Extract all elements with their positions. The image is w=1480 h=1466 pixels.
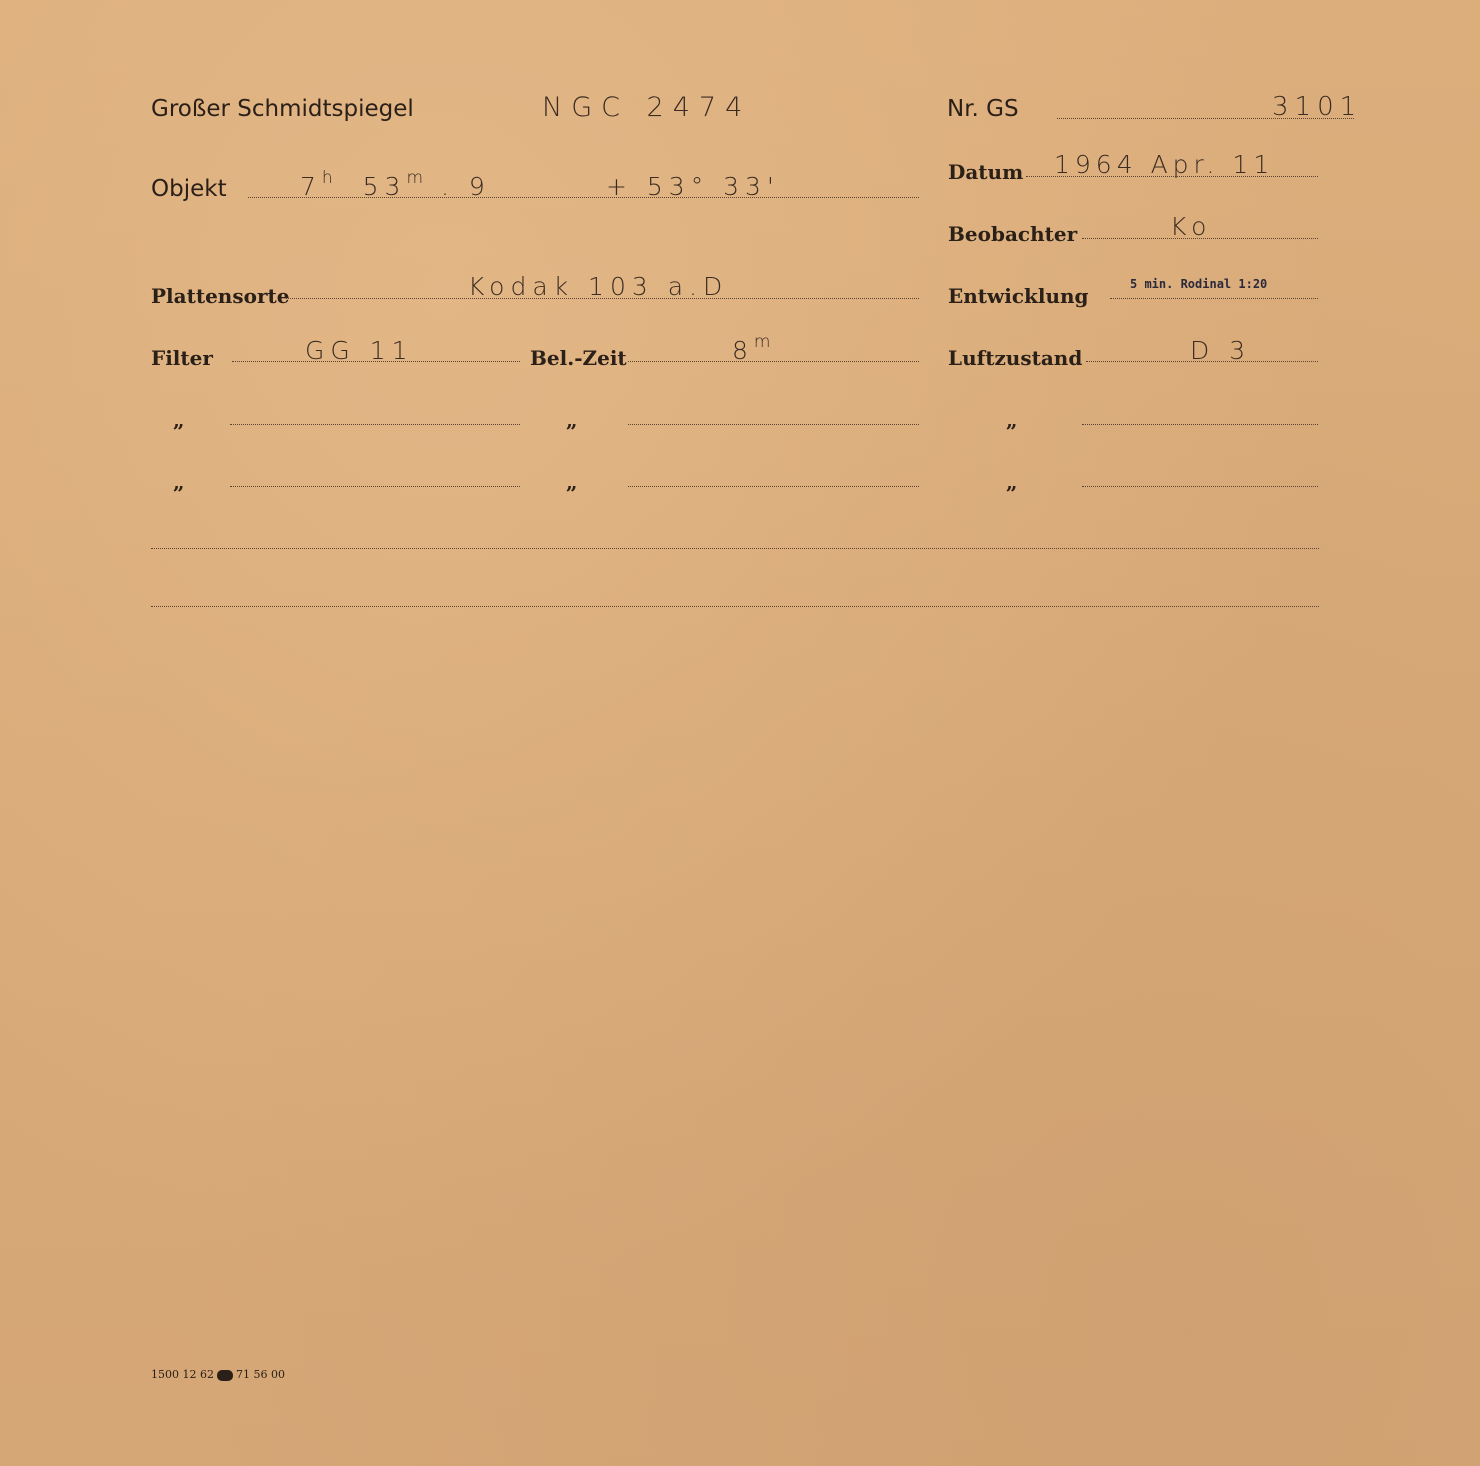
entwicklung-label: Entwicklung xyxy=(948,284,1089,308)
ditto-dotted-line xyxy=(628,486,919,487)
objekt-label: Objekt xyxy=(151,176,227,202)
belzeit-unit: m xyxy=(753,332,773,352)
printer-logo-icon xyxy=(217,1370,233,1381)
beobachter-value: Ko xyxy=(1170,212,1213,241)
filter-label: Filter xyxy=(151,346,213,370)
nr-gs-label: Nr. GS xyxy=(947,96,1019,122)
instrument-title: Großer Schmidtspiegel xyxy=(151,96,414,122)
ditto-mark: „ xyxy=(566,408,578,432)
plattensorte-label: Plattensorte xyxy=(151,284,290,308)
object-name-handwritten: NGC 2474 xyxy=(542,92,752,123)
ditto-dotted-line xyxy=(230,486,520,487)
ditto-mark: „ xyxy=(173,408,185,432)
belzeit-number: 8 xyxy=(732,336,754,365)
ditto-dotted-line xyxy=(230,424,520,425)
nr-gs-value: 3101 xyxy=(1272,92,1363,122)
ditto-dotted-line xyxy=(1082,424,1318,425)
blank-dotted-line xyxy=(151,548,1319,549)
plattensorte-value: Kodak 103 a.D xyxy=(468,272,729,301)
print-code xyxy=(151,1368,285,1381)
ra-minutes-unit: m xyxy=(406,168,426,188)
luftzustand-value: D 3 xyxy=(1190,336,1252,365)
ra-hours: 7 xyxy=(300,172,322,201)
beobachter-label: Beobachter xyxy=(948,222,1078,246)
objekt-ra-value xyxy=(300,168,491,201)
luftzustand-label: Luftzustand xyxy=(948,346,1083,370)
blank-dotted-line xyxy=(151,606,1319,607)
print-code-left: 1500 12 62 xyxy=(151,1368,214,1381)
datum-label: Datum xyxy=(948,160,1024,184)
ditto-mark: „ xyxy=(566,470,578,494)
belzeit-value xyxy=(732,332,773,365)
datum-value: 1964 Apr. 11 xyxy=(1054,150,1275,179)
objekt-dec-value: + 53° 33' xyxy=(606,172,780,201)
belzeit-dotted-line xyxy=(628,361,919,362)
ditto-mark: „ xyxy=(1006,470,1018,494)
ra-fraction: . 9 xyxy=(440,172,491,201)
ditto-mark: „ xyxy=(173,470,185,494)
ditto-dotted-line xyxy=(628,424,919,425)
belzeit-label: Bel.-Zeit xyxy=(530,346,627,370)
entwicklung-stamp-value: 5 min. Rodinal 1:20 xyxy=(1130,277,1268,291)
ditto-dotted-line xyxy=(1082,486,1318,487)
print-code-right: 71 56 00 xyxy=(235,1368,285,1381)
entwicklung-dotted-line xyxy=(1110,298,1318,299)
ditto-mark: „ xyxy=(1006,408,1018,432)
filter-value: GG 11 xyxy=(305,336,414,365)
ra-hours-unit: h xyxy=(321,168,335,188)
ra-minutes: 53 xyxy=(362,172,407,201)
